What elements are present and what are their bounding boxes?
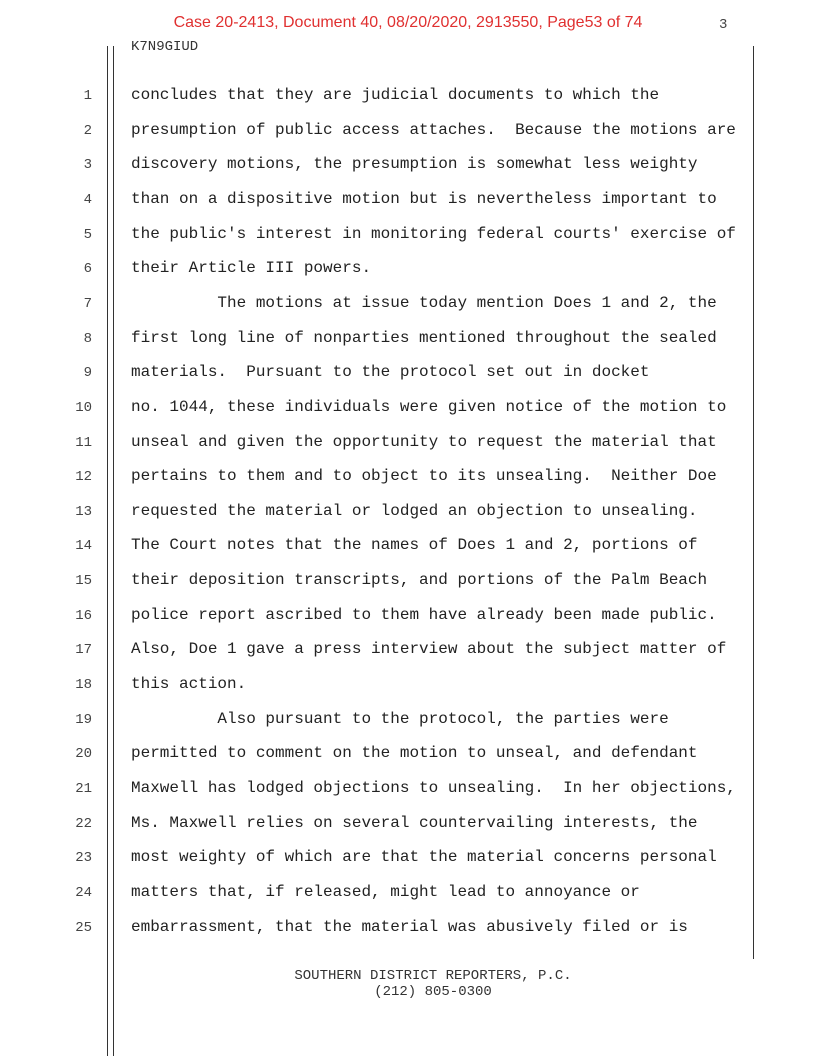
transcript-line: The motions at issue today mention Does 1 and 2, the — [131, 293, 717, 312]
line-number: 1 — [83, 88, 92, 104]
case-code: K7N9GIUD — [131, 39, 199, 55]
reporter-phone: (212) 805-0300 — [374, 984, 492, 1000]
transcript-line: requested the material or lodged an objection to unsealing. — [131, 501, 698, 520]
transcript-line: most weighty of which are that the material concerns personal — [131, 848, 717, 867]
transcript-line: their deposition transcripts, and portions of the Palm Beach — [131, 571, 708, 590]
line-number: 11 — [75, 434, 92, 451]
line-number: 3 — [83, 157, 92, 174]
line-number: 23 — [75, 850, 92, 867]
transcript-line: permitted to comment on the motion to unseal, and defendant — [131, 744, 698, 763]
reporter-name: SOUTHERN DISTRICT REPORTERS, P.C. — [294, 968, 572, 984]
right-margin-rule — [753, 46, 754, 959]
transcript-line: than on a dispositive motion but is nevertheless important to — [131, 189, 717, 208]
transcript-line: Also pursuant to the protocol, the parties were — [131, 709, 669, 728]
line-number: 21 — [75, 781, 92, 797]
transcript-line: embarrassment, that the material was abusively filed or is — [131, 917, 688, 936]
transcript-line: the public's interest in monitoring federal courts' exercise of — [131, 224, 736, 243]
transcript-line: concludes that they are judicial documents to which the — [131, 86, 660, 104]
line-number: 8 — [83, 330, 92, 347]
line-number: 22 — [75, 815, 92, 832]
line-number: 25 — [75, 919, 92, 936]
left-margin-rule-outer — [107, 46, 108, 1056]
line-number: 18 — [75, 677, 92, 694]
transcript-line: their Article III powers. — [131, 259, 372, 278]
line-number: 13 — [75, 503, 92, 520]
line-number: 10 — [75, 399, 92, 416]
line-number: 6 — [83, 261, 92, 278]
transcript-line: no. 1044, these individuals were given notice of the motion to — [131, 397, 727, 416]
transcript-line: discovery motions, the presumption is somewhat less weighty — [131, 155, 698, 174]
transcript-line: Also, Doe 1 gave a press interview about the subject matter of — [131, 640, 727, 659]
case-header-stamp: Case 20-2413, Document 40, 08/20/2020, 2913550, Page53 of 74 — [173, 14, 643, 31]
transcript-line: presumption of public access attaches. Because the motions are — [131, 120, 736, 139]
transcript-line: Ms. Maxwell relies on several countervailing interests, the — [131, 813, 698, 832]
transcript-line: Maxwell has lodged objections to unsealing. In her objections, — [131, 779, 736, 797]
line-number: 12 — [75, 469, 92, 486]
line-number: 4 — [83, 191, 92, 208]
line-number: 15 — [75, 573, 92, 590]
line-number: 16 — [75, 607, 92, 624]
line-number: 19 — [75, 711, 92, 728]
transcript-line: first long line of nonparties mentioned throughout the sealed — [131, 328, 717, 347]
page-number: 3 — [719, 17, 728, 33]
line-number: 2 — [83, 122, 92, 139]
transcript-line: materials. Pursuant to the protocol set out in docket — [131, 363, 650, 382]
transcript-line: this action. — [131, 675, 247, 694]
transcript-line: matters that, if released, might lead to annoyance or — [131, 882, 640, 901]
line-number: 14 — [75, 538, 92, 555]
reporter-footer — [0, 968, 816, 1000]
line-number: 17 — [75, 642, 92, 659]
line-number: 9 — [83, 365, 92, 382]
transcript-line: The Court notes that the names of Does 1 and 2, portions of — [131, 536, 698, 555]
transcript-line: pertains to them and to object to its unsealing. Neither Doe — [131, 467, 717, 486]
line-number: 7 — [83, 295, 92, 312]
line-number: 24 — [75, 884, 92, 901]
transcript-line: unseal and given the opportunity to request the material that — [131, 432, 717, 451]
left-margin-rule-inner — [113, 46, 114, 1056]
line-number: 5 — [83, 226, 92, 243]
transcript-line: police report ascribed to them have already been made public. — [131, 605, 717, 624]
line-number: 20 — [75, 746, 92, 763]
